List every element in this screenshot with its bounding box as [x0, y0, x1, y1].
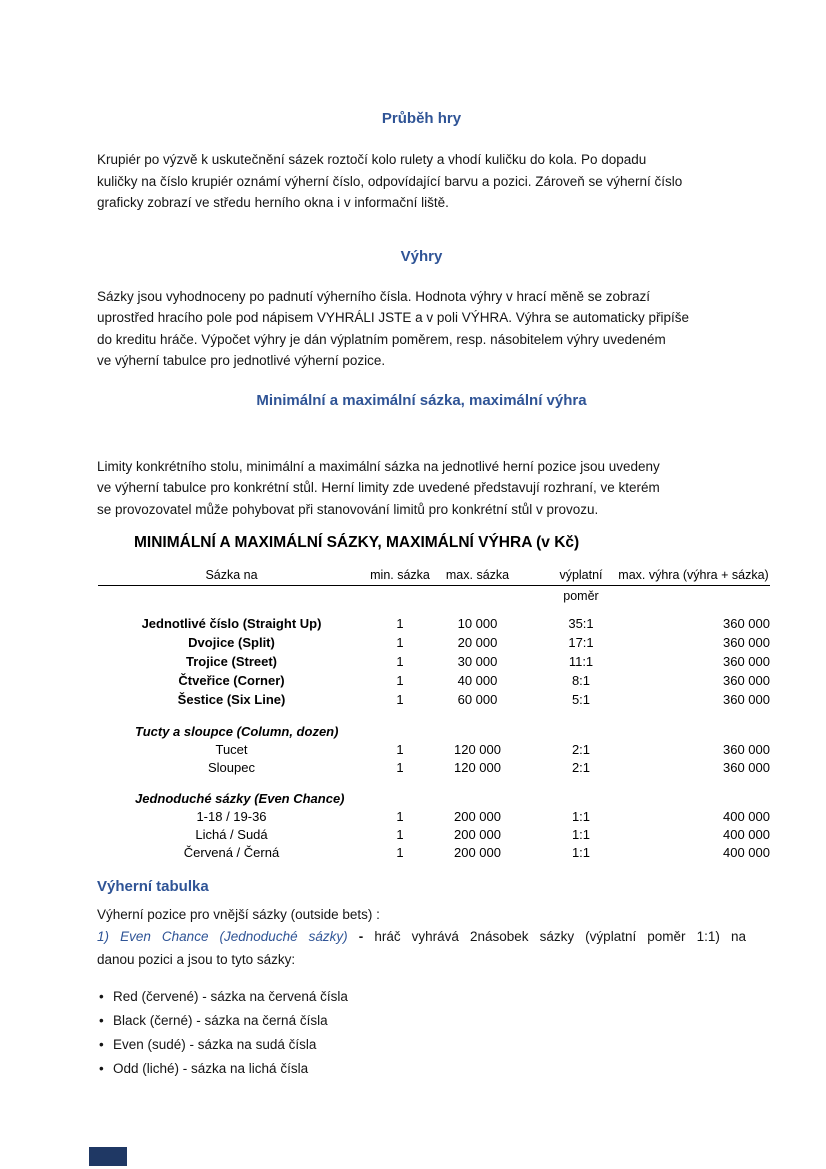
table-row	[98, 844, 770, 862]
text-line: se provozovatel může pohybovat při stanovování limitů pro konkrétní stůl v provozu.	[97, 501, 599, 517]
paragraph-limits	[97, 456, 746, 521]
table-spacer-row	[98, 777, 770, 790]
table-group-label-row	[98, 723, 770, 741]
rates-table-title: MINIMÁLNÍ A MAXIMÁLNÍ SÁZKY, MAXIMÁLNÍ VÝHRA (v Kč)	[134, 534, 580, 551]
table-row	[98, 808, 770, 826]
table-cell-max: 40 000	[457, 673, 498, 688]
text-line: uprostřed hracího pole pod nápisem VYHRÁLI JSTE a v poli VÝHRA. Výhra se automaticky připíše	[97, 310, 690, 325]
table-cell-name: Dvojice (Split)	[188, 635, 275, 650]
table-row	[98, 671, 770, 690]
table-cell-name: Jednotlivé číslo (Straight Up)	[141, 616, 322, 631]
table-cell-ratio: 1:1	[571, 845, 591, 860]
list-item-text: Black (černé) - sázka na černá čísla	[113, 1013, 328, 1028]
table-row	[98, 614, 770, 633]
header-max-vyhra: max. výhra (výhra + sázka)	[642, 565, 770, 586]
rates-table-header-row2	[98, 586, 770, 607]
paragraph-winnings	[97, 286, 746, 372]
table-cell-ratio: 5:1	[571, 692, 591, 707]
table-cell-ratio: 1:1	[571, 827, 591, 842]
text-line: ve výherní tabulce pro konkrétní stůl. Herní limity zde uvedené představují rozhraní, ve kterém	[97, 480, 660, 495]
table-cell-max: 200 000	[454, 809, 501, 824]
table-cell-name: Červená / Černá	[183, 845, 280, 860]
table-cell-min: 1	[396, 809, 404, 824]
rates-table-body	[98, 606, 770, 862]
table-spacer-row	[98, 606, 770, 614]
paragraph-game-flow	[97, 149, 746, 214]
table-cell-max: 200 000	[454, 845, 501, 860]
list-item	[97, 1057, 746, 1081]
text-line: Krupiér po výzvě k uskutečnění sázek roztočí kolo rulety a vhodí kuličku do kola. Po dopadu	[97, 152, 647, 167]
table-cell-max: 30 000	[457, 654, 498, 669]
section-heading-min-max: Minimální a maximální sázka, maximální výhra	[256, 391, 587, 409]
table-cell-max: 20 000	[457, 635, 498, 650]
rates-table	[98, 565, 770, 862]
table-cell-name: Sloupec	[208, 760, 255, 775]
list-item	[97, 1033, 746, 1057]
table-cell-min: 1	[396, 635, 404, 650]
text-line: graficky zobrazí ve středu herního okna i v informační liště.	[97, 195, 449, 210]
section-heading-vyhry: Výhry	[400, 247, 443, 265]
table-cell-name: Lichá / Sudá	[195, 827, 268, 842]
table-row	[98, 741, 770, 759]
list-item-text: Odd (liché) - sázka na lichá čísla	[113, 1061, 309, 1076]
table-cell-name: Šestice (Six Line)	[177, 692, 286, 707]
table-cell-win: 360 000	[723, 654, 770, 669]
table-cell-win: 360 000	[723, 742, 770, 757]
table-cell-min: 1	[396, 654, 404, 669]
table-cell-win: 400 000	[723, 827, 770, 842]
table-cell-win: 360 000	[723, 760, 770, 775]
table-cell-win: 360 000	[723, 692, 770, 707]
table-cell-ratio: 35:1	[568, 616, 594, 631]
section-heading-prubeh-hry: Průběh hry	[381, 110, 462, 127]
table-cell-min: 1	[396, 827, 404, 842]
list-item-text: Even (sudé) - sázka na sudá čísla	[113, 1037, 317, 1052]
table-cell-min: 1	[396, 673, 404, 688]
outside-bets-intro: Výherní pozice pro vnější sázky (outside bets) :	[97, 907, 380, 922]
table-cell-ratio: 8:1	[571, 673, 591, 688]
table-cell-min: 1	[396, 616, 404, 631]
table-cell-win: 360 000	[723, 673, 770, 688]
table-cell-max: 120 000	[454, 742, 501, 757]
table-cell-min: 1	[396, 760, 404, 775]
table-cell-win: 400 000	[723, 809, 770, 824]
table-cell-min: 1	[396, 692, 404, 707]
text-line: ve výherní tabulce pro jednotlivé výherní pozice.	[97, 353, 386, 368]
header-vyplatni: výplatní	[520, 565, 642, 586]
header-pomer: poměr	[563, 589, 599, 603]
table-cell-name: Čtveřice (Corner)	[178, 673, 285, 688]
text-line: do kreditu hráče. Výpočet výhry je dán výplatním poměrem, resp. násobitelem výhry uvedeném	[97, 331, 666, 347]
page-corner-mark	[89, 1147, 127, 1166]
table-cell-min: 1	[396, 845, 404, 860]
header-sazka-na: Sázka na	[98, 565, 365, 586]
even-chance-description: hráč vyhrává 2násobek sázky (výplatní poměr 1:1) na	[374, 929, 746, 944]
table-row	[98, 633, 770, 652]
table-row	[98, 759, 770, 777]
table-cell-max: 10 000	[457, 616, 498, 631]
even-chance-lead-line1	[97, 926, 746, 949]
table-cell-min: 1	[396, 742, 404, 757]
bullet-icon: •	[99, 1061, 104, 1076]
table-cell-name: 1-18 / 19-36	[196, 809, 267, 824]
rates-table-header-row	[98, 565, 770, 586]
lead-dash: -	[358, 929, 364, 944]
section-heading-vyherni-tabulka: Výherní tabulka	[97, 878, 209, 895]
table-cell-ratio: 11:1	[568, 654, 594, 669]
text-line: kuličky na číslo krupiér oznámí výherní číslo, odpovídající barvu a pozici. Zároveň se výherní číslo	[97, 173, 683, 189]
even-chance-lead-line2: danou pozici a jsou to tyto sázky:	[97, 951, 296, 967]
table-cell-ratio: 17:1	[568, 635, 594, 650]
bullet-icon: •	[99, 989, 104, 1004]
table-row	[98, 826, 770, 844]
bullet-list	[97, 985, 746, 1081]
table-cell-ratio: 2:1	[571, 742, 591, 757]
bullet-icon: •	[99, 1037, 104, 1052]
list-item-text: Red (červené) - sázka na červená čísla	[113, 989, 348, 1004]
text-line: Sázky jsou vyhodnoceny po padnutí výherního čísla. Hodnota výhry v hrací měně se zobrazí	[97, 288, 651, 304]
table-group-label: Jednoduché sázky (Even Chance)	[135, 791, 345, 806]
list-item	[97, 985, 746, 1009]
table-cell-win: 400 000	[723, 845, 770, 860]
table-cell-name: Tucet	[215, 742, 248, 757]
table-row	[98, 652, 770, 671]
even-chance-label: 1) Even Chance (Jednoduché sázky)	[97, 929, 348, 944]
table-group-label-row	[98, 790, 770, 808]
list-item	[97, 1009, 746, 1033]
table-group-label: Tucty a sloupce (Column, dozen)	[135, 724, 339, 739]
table-cell-ratio: 1:1	[571, 809, 591, 824]
text-line: Limity konkrétního stolu, minimální a maximální sázka na jednotlivé herní pozice jsou uvedeny	[97, 458, 660, 474]
table-row	[98, 690, 770, 709]
header-min-sazka: min. sázka	[365, 565, 435, 586]
header-max-sazka: max. sázka	[435, 565, 520, 586]
table-cell-max: 120 000	[454, 760, 501, 775]
table-cell-ratio: 2:1	[571, 760, 591, 775]
bullet-icon: •	[99, 1013, 104, 1028]
table-cell-name: Trojice (Street)	[185, 654, 278, 669]
table-spacer-row	[98, 709, 770, 723]
table-cell-max: 200 000	[454, 827, 501, 842]
table-cell-win: 360 000	[723, 635, 770, 650]
table-cell-win: 360 000	[723, 616, 770, 631]
table-cell-max: 60 000	[457, 692, 498, 707]
